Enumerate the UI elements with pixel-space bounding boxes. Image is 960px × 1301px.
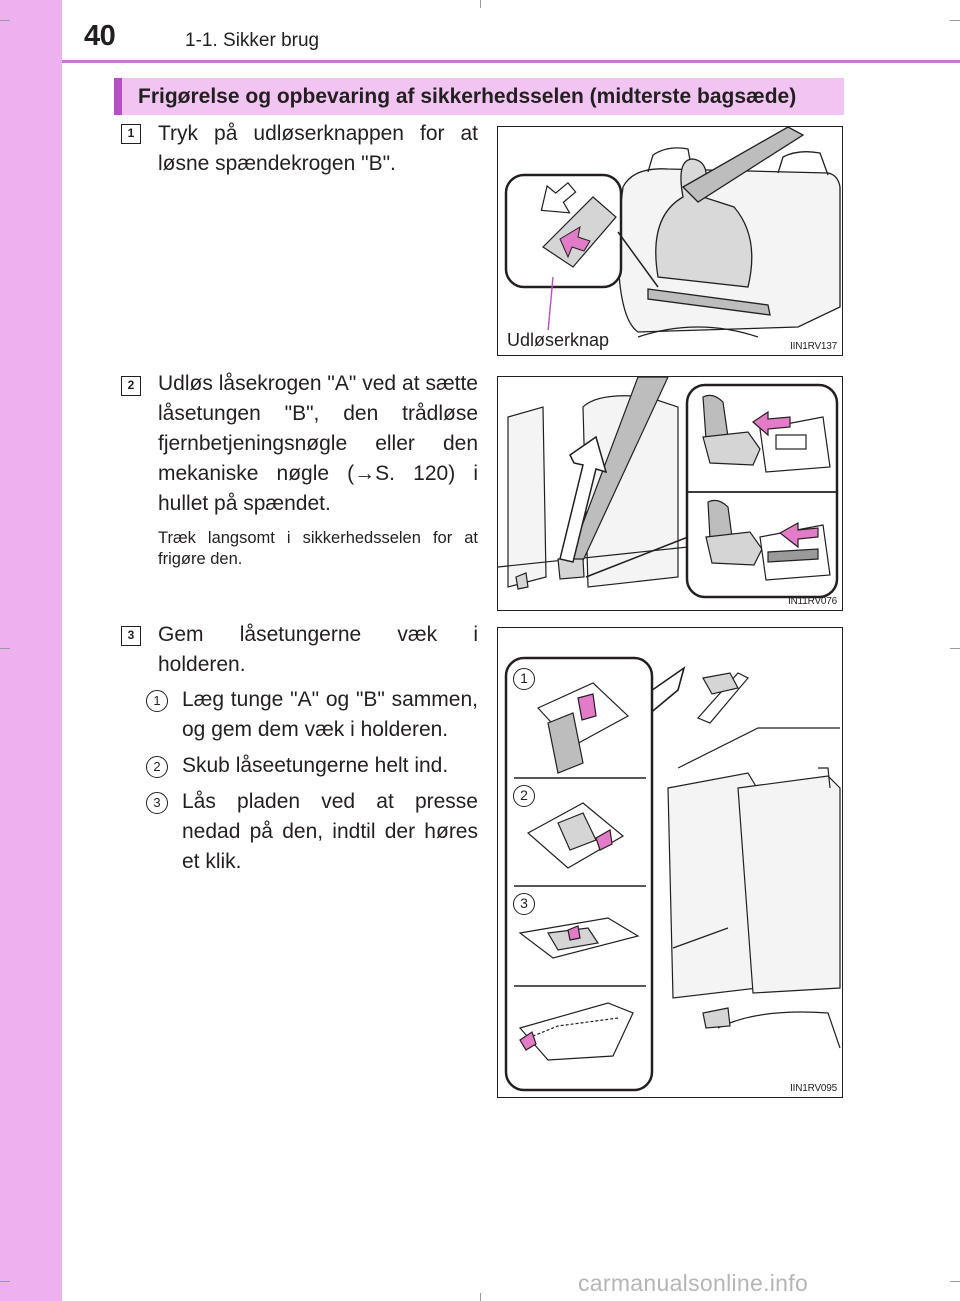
watermark: carmanualsonline.info — [578, 1270, 809, 1296]
header-divider — [62, 60, 960, 63]
crop-mark — [480, 0, 481, 8]
figure-release-button — [497, 126, 843, 356]
substep-2-text: Skub låseetungerne helt ind. — [182, 754, 449, 777]
seat-belt-release-illustration — [498, 127, 842, 355]
substep-1-text: Læg tunge "A" og "B" sammen, og gem dem væk i holderen. — [182, 688, 478, 741]
step-2-note: Træk langsomt i sikkerhedsselen for at frigøre den. — [158, 529, 478, 568]
figure-code: IIN1RV137 — [790, 341, 837, 352]
step-number-3: 3 — [121, 626, 141, 646]
substep-3-text: Lås pladen ved at presse nedad på den, indtil der høres et klik. — [182, 790, 478, 873]
crop-mark — [950, 20, 960, 21]
buckle-release-illustration — [498, 377, 842, 610]
crop-mark — [950, 648, 960, 649]
crop-mark — [950, 1281, 960, 1282]
figure-code: IN11RV076 — [788, 596, 837, 607]
crop-mark — [480, 1293, 481, 1301]
crop-mark — [0, 20, 10, 21]
step-1-text: Tryk på udløserknappen for at løsne spændekrogen "B". — [158, 122, 478, 175]
figure-callout-2: 2 — [513, 785, 535, 807]
crop-mark — [0, 648, 10, 649]
page-number: 40 — [84, 20, 116, 52]
section-title: Frigørelse og opbevaring af sikkerhedsselen (midterste bagsæde) — [138, 85, 797, 108]
figure-callout-1: 1 — [513, 668, 535, 690]
figure-callout-3: 3 — [513, 893, 535, 915]
step-number-1: 1 — [121, 124, 141, 144]
substep-number-3: 3 — [146, 792, 168, 814]
section-heading-bar — [114, 78, 844, 115]
figure-lock-release — [497, 376, 843, 611]
figure-code: IIN1RV095 — [790, 1083, 837, 1094]
step-2-text: Udløs låsekrogen "A" ved at sætte låsetungen "B", den trådløse fjernbetjeningsnøgle eller den mekaniske nøgle (→S. 120) i hullet på spændet. — [158, 372, 478, 515]
figure-label-release-button: Udløserknap — [504, 330, 612, 351]
side-color-strip — [0, 0, 62, 1301]
step-3-text: Gem låsetungerne væk i holderen. — [158, 623, 478, 676]
substep-number-2: 2 — [146, 756, 168, 778]
step-number-2: 2 — [121, 376, 141, 396]
chapter-title: 1-1. Sikker brug — [185, 30, 320, 51]
stowing-illustration — [498, 628, 842, 1097]
figure-stow-tongues — [497, 627, 843, 1098]
crop-mark — [0, 1281, 10, 1282]
substep-number-1: 1 — [146, 690, 168, 712]
